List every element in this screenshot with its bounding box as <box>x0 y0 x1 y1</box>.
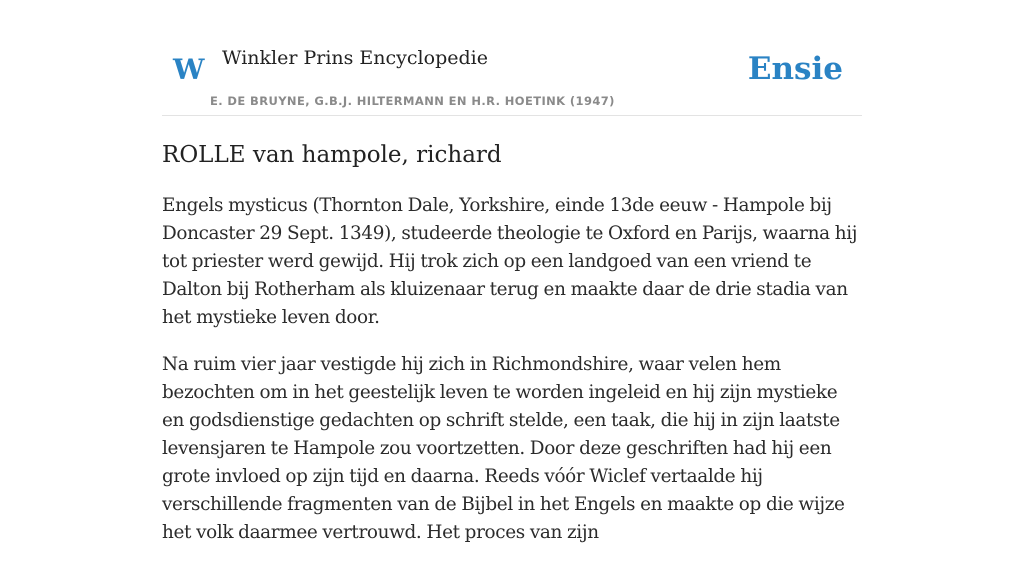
ensie-logo[interactable]: Ensie <box>747 51 843 87</box>
article-title: ROLLE van hampole, richard <box>162 142 502 168</box>
publication-title[interactable]: Winkler Prins Encyclopedie <box>222 47 488 69</box>
article-body <box>162 192 862 566</box>
page <box>162 0 862 543</box>
publication-authors: E. DE BRUYNE, G.B.J. HILTERMANN EN H.R. HOETINK (1947) <box>210 94 615 108</box>
header <box>162 0 862 116</box>
logo-w-icon[interactable]: W <box>173 53 205 86</box>
article-paragraph: Na ruim vier jaar vestigde hij zich in Richmondshire, waar velen hem bezochten om in het geestelijk leven te worden ingeleid en hij zijn mystieke en godsdienstige gedachten op schrift stelde, een taak, die hij in zijn laatste levensjaren te Hampole zou voortzetten. Door deze geschriften had hij een grote invloed op zijn tijd en daarna. Reeds vóór Wiclef vertaalde hij verschillende fragmenten van de Bijbel in het Engels en maakte op die wijze het volk daarmee vertrouwd. Het proces van zijn <box>162 354 845 543</box>
article-paragraph: Engels mysticus (Thornton Dale, Yorkshire, einde 13de eeuw - Hampole bij Doncaster 29 Sept. 1349), studeerde theologie te Oxford en Parijs, waarna hij tot priester werd gewijd. Hij trok zich op een landgoed van een vriend te Dalton bij Rotherham als kluizenaar terug en maakte daar de drie stadia van het mystieke leven door. <box>162 195 858 328</box>
